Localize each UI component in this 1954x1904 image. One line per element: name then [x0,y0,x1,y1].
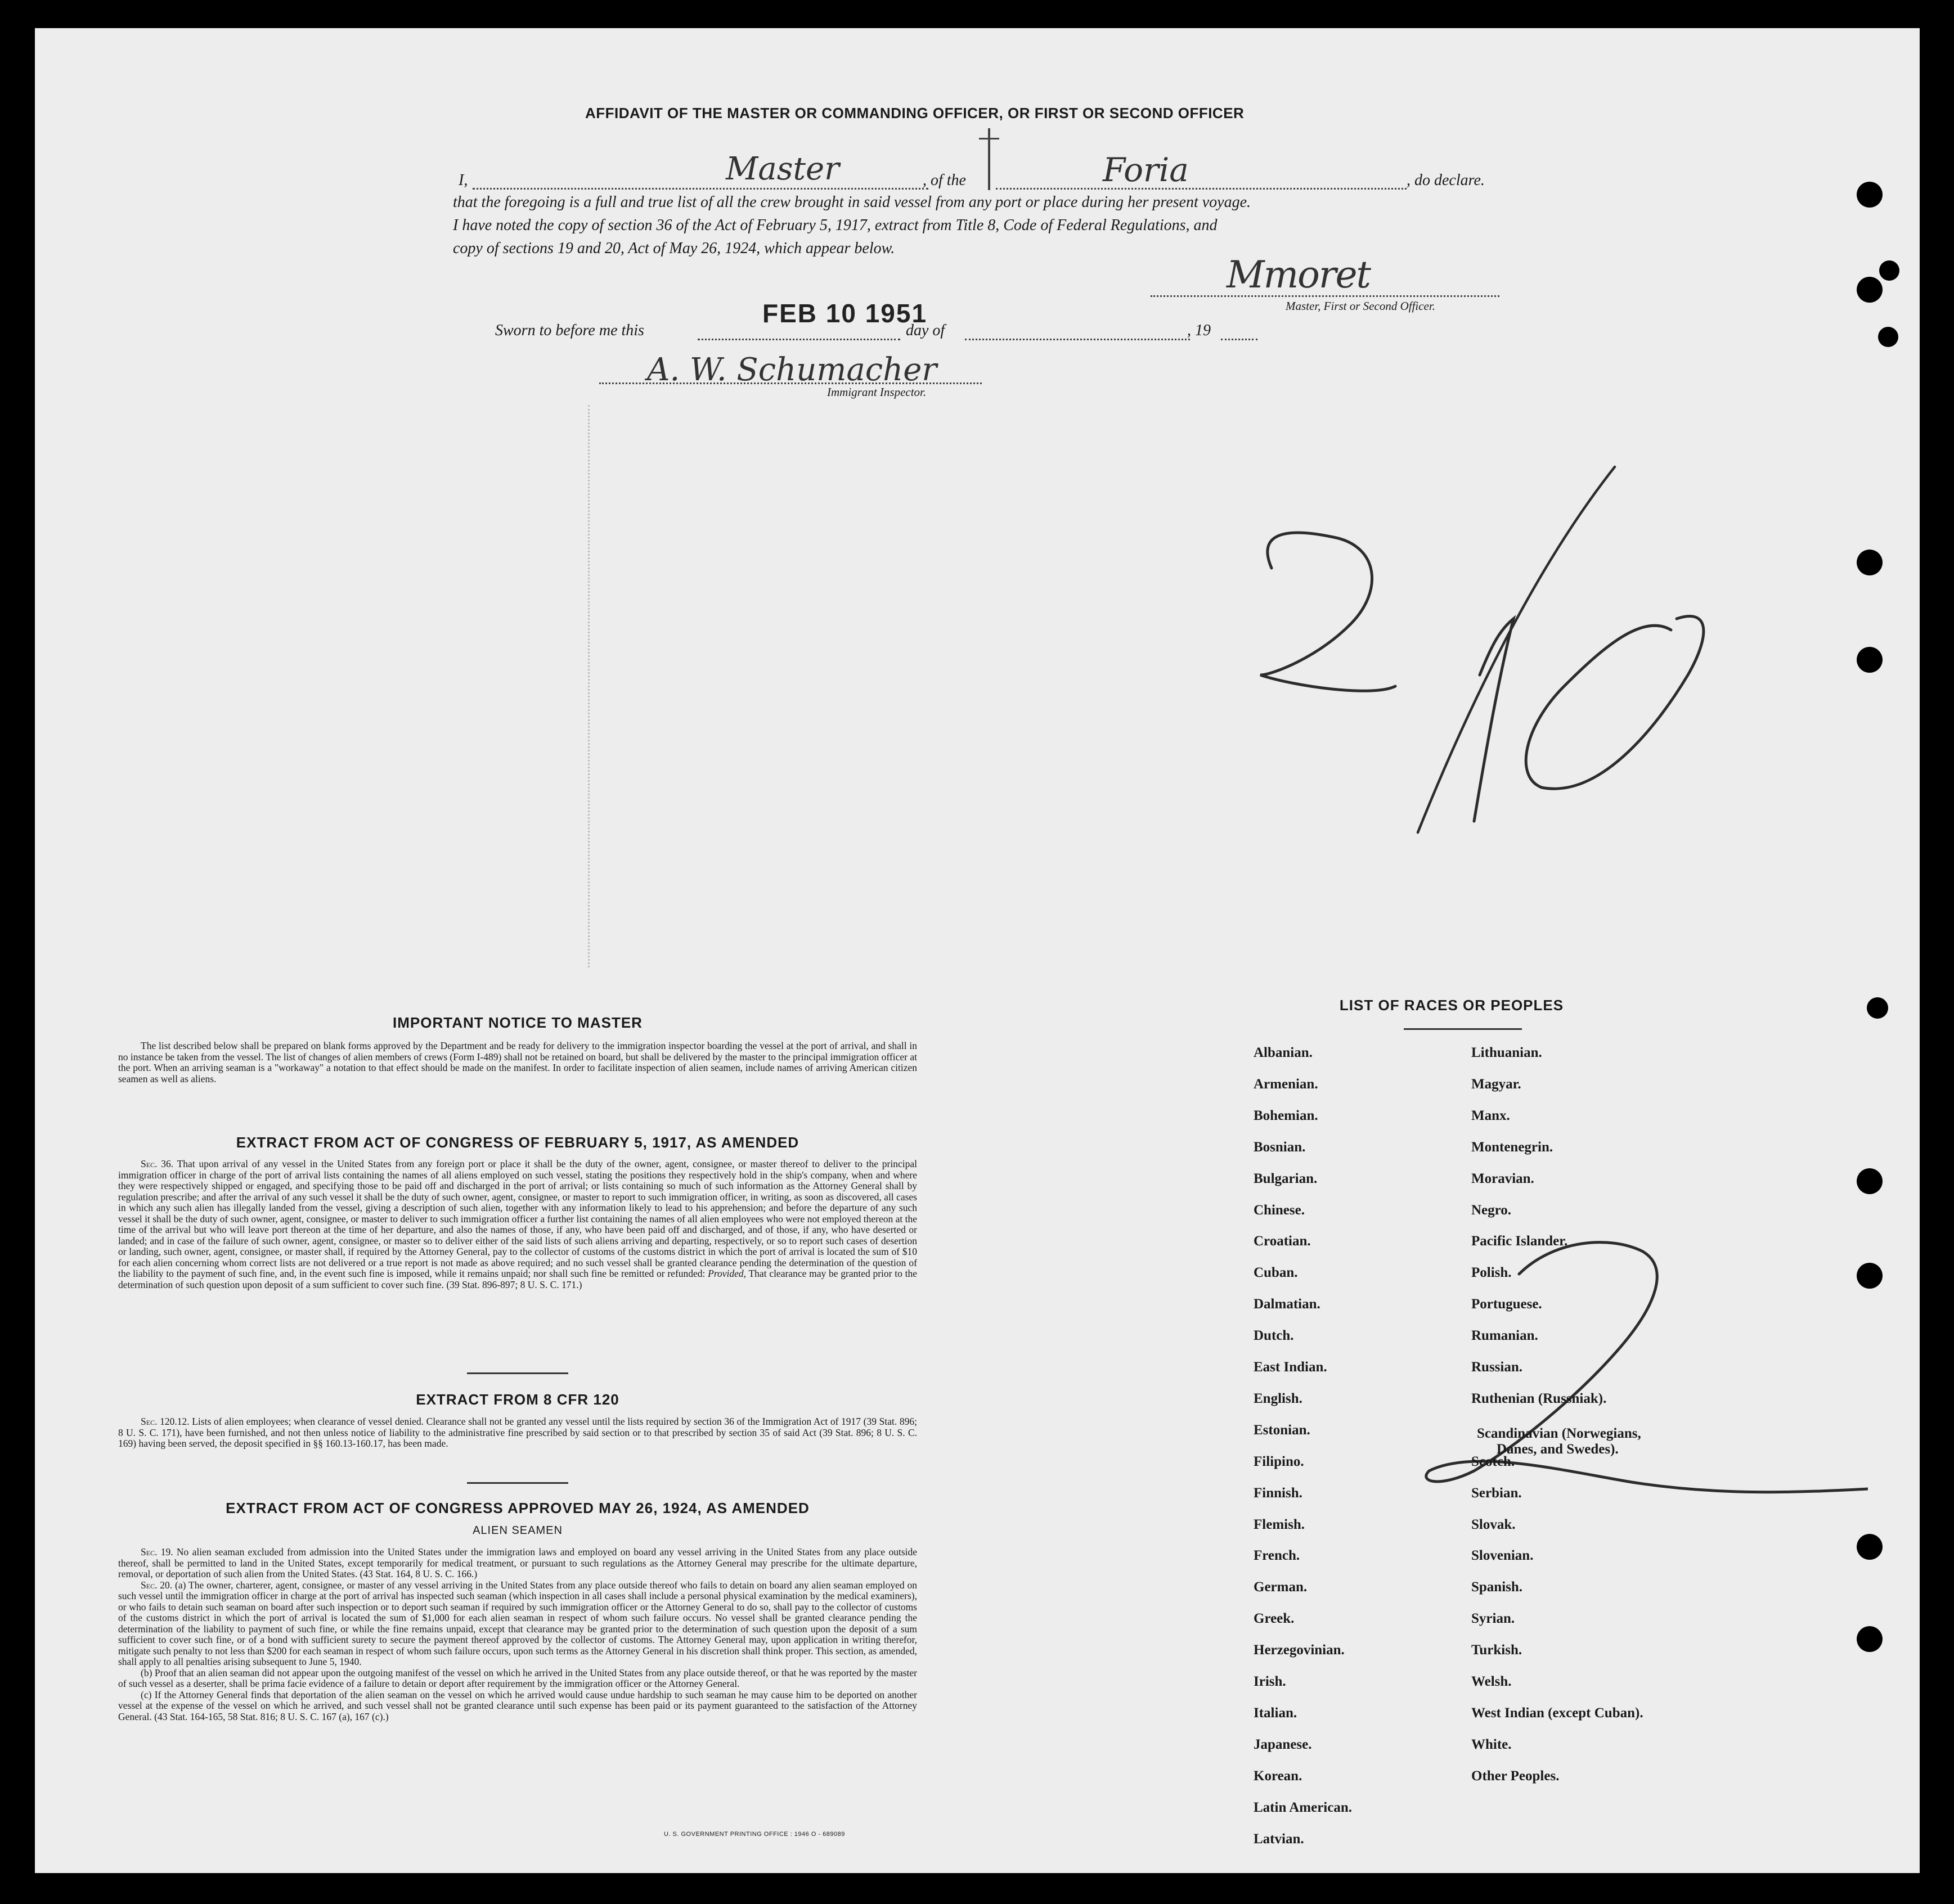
race-item: Cuban. [1254,1265,1298,1280]
race-item: Slovenian. [1471,1548,1534,1563]
race-item: Latin American. [1254,1800,1352,1815]
race-item: Moravian. [1471,1171,1534,1186]
master-signature: Mmoret [1227,253,1371,296]
sworn-month-line [965,339,1190,340]
notice-title: IMPORTANT NOTICE TO MASTER [393,1014,643,1031]
extract-1917-block [118,1159,917,1290]
master-name-handwriting: Master [726,151,839,187]
race-item: Russian. [1471,1360,1523,1375]
extract-1917-proviso-label: Provided, [708,1268,747,1279]
race-item: Rumanian. [1471,1328,1538,1343]
extract-1924-block [118,1547,917,1722]
race-item: Other Peoples. [1471,1768,1560,1784]
sworn-day-of: day of [906,322,945,339]
race-item: Armenian. [1254,1077,1318,1092]
race-item: Bosnian. [1254,1140,1306,1155]
race-item: Herzegovinian. [1254,1642,1345,1658]
date-stamp: FEB 10 1951 [762,299,928,328]
race-item: Turkish. [1471,1642,1522,1658]
affidavit-line1-suffix: , do declare. [1407,172,1485,189]
race-item: Japanese. [1254,1737,1312,1752]
punch-hole [1857,1534,1883,1560]
race-item: Scandinavian (Norwegians, [1477,1426,1641,1441]
race-item: Serbian. [1471,1486,1522,1501]
extract-8cfr-sec-label: Sec. 120.12. [141,1416,190,1427]
divider-rule [1404,1028,1522,1030]
affidavit-line3: I have noted the copy of section 36 of the Act of February 5, 1917, extract from Title 8, Code of Federal Regulations, and [453,217,1218,234]
extract-1924-subtitle: ALIEN SEAMEN [473,1524,563,1537]
race-item: Syrian. [1471,1611,1515,1626]
race-item: Dalmatian. [1254,1297,1320,1312]
punch-hole [1857,277,1883,303]
cross-mark-bar [979,138,999,139]
handwritten-annotation-large [1249,461,1784,900]
affidavit-title: AFFIDAVIT OF THE MASTER OR COMMANDING OFFICER, OR FIRST OR SECOND OFFICER [585,105,1245,121]
extract-8cfr-title: EXTRACT FROM 8 CFR 120 [416,1391,619,1408]
race-item: Magyar. [1471,1077,1521,1092]
sec19-body: No alien seaman excluded from admission into the United States under the immigration laws and employed on board any vessel arriving in the United States from any place outside thereof, shall be permitted to land in the United States, except temporarily for medical treatment, or pursuant to such regulations as the Attorney General may prescribe for the ultimate departure, removal, or deportation of such alien from the United States. (43 Stat. 164, 8 U. S. C. 166.) [118,1546,918,1579]
sec19-label: Sec. 19. [141,1546,173,1558]
race-item: Chinese. [1254,1203,1305,1218]
race-item: Albanian. [1254,1045,1313,1060]
master-signature-caption: Master, First or Second Officer. [1286,299,1435,313]
sworn-date-line [698,339,900,340]
race-item: Korean. [1254,1768,1302,1784]
affidavit-line1-prefix: I, [459,172,468,189]
race-item: West Indian (except Cuban). [1471,1705,1643,1721]
race-item: Pacific Islander. [1471,1234,1568,1249]
race-item: German. [1254,1579,1308,1595]
races-title: LIST OF RACES OR PEOPLES [1339,997,1564,1014]
sec20-label: Sec. 20. [141,1579,173,1591]
race-item: Lithuanian. [1471,1045,1542,1060]
race-item: Bohemian. [1254,1108,1318,1123]
notice-body-block [118,1041,917,1084]
race-item: French. [1254,1548,1300,1563]
extract-1917-title: EXTRACT FROM ACT OF CONGRESS OF FEBRUARY 5, 1917, AS AMENDED [236,1134,799,1151]
punch-hole [1857,1168,1883,1194]
affidavit-line4: copy of sections 19 and 20, Act of May 26, 1924, which appear below. [453,240,895,257]
sec20c-body: (c) If the Attorney General finds that deportation of the alien seaman on the vessel on which he arrived would cause undue hardship to such seaman he may cause him to be deported on another vessel at the expense of the vessel on which he arrived, and such vessel shall not be granted clearance until such expense has been paid or its payment guaranteed to the satisfaction of the Attorney General. (43 Stat. 164-165, 58 Stat. 816; 8 U. S. C. 167 (a), 167 (c).) [118,1689,917,1722]
race-item: Ruthenian (Russniak). [1471,1391,1607,1406]
race-item: Flemish. [1254,1517,1305,1532]
punch-hole [1879,260,1899,281]
affidavit-line1-of: , of the [923,172,966,189]
race-item: Negro. [1471,1203,1512,1218]
race-item: Spanish. [1471,1579,1523,1595]
printer-imprint: U. S. GOVERNMENT PRINTING OFFICE : 1946 O - 689089 [664,1831,845,1838]
divider-rule [467,1482,568,1484]
race-item: Montenegrin. [1471,1140,1553,1155]
race-item: Manx. [1471,1108,1510,1123]
race-item: White. [1471,1737,1512,1752]
inspector-caption: Immigrant Inspector. [827,385,927,399]
extract-1917-sec-label: Sec. 36. [141,1158,174,1169]
race-item: Scotch. [1471,1454,1515,1469]
faint-column-guide [588,405,590,967]
affidavit-line2: that the foregoing is a full and true list of all the crew brought in said vessel from any port or place during her present voyage. [453,193,1251,211]
race-item: Greek. [1254,1611,1295,1626]
race-item: Irish. [1254,1674,1286,1689]
inspector-signature: A. W. Schumacher [647,352,937,388]
race-item: Bulgarian. [1254,1171,1318,1186]
punch-hole [1857,550,1883,575]
race-item: Portuguese. [1471,1297,1542,1312]
race-item: Estonian. [1254,1423,1310,1438]
race-item: Croatian. [1254,1234,1311,1249]
punch-hole [1857,647,1883,673]
notice-body: The list described below shall be prepared on blank forms approved by the Department and be ready for delivery to the immigration inspector boarding the vessel at the port of arrival, and shall in no instance be taken from the vessel. The list of changes of alien members of crews (Form I-489) shall not be retained on board, but shall be delivered by the master to the principal immigration officer at the port. When an arriving seaman is a "workaway" a notation to that effect should be made on the manifest. In order to facilitate inspection of alien seamen, include names of arriving American citizen seamen as well as aliens. [118,1040,917,1084]
sec20b-body: (b) Proof that an alien seaman did not appear upon the outgoing manifest of the vessel on which he arrived in the United States from any place outside thereof, or that he was reported by the master of such vessel as a deserter, shall be prima facie evidence of a failure to detain or deport after requirement by the immigration officer or the Attorney General. [118,1667,917,1689]
sworn-text: Sworn to before me this [495,322,644,339]
punch-hole [1878,327,1898,347]
extract-8cfr-block [118,1416,917,1450]
extract-8cfr-body: Lists of alien employees; when clearance of vessel denied. Clearance shall not be granted any vessel until the lists required by section 36 of the Immigration Act of 1917 (39 Stat. 896; 8 U. S. C. 171), have been furnished, and not then unless notice of liability to the administrative fine prescribed by said section or to that prescribed by section 35 of said Act (39 Stat. 896; 8 U. S. C. 169) having been served, the deposit specified in §§ 160.13-160.17, has been made. [118,1416,917,1449]
race-item: Polish. [1471,1265,1512,1280]
divider-rule [467,1372,568,1374]
race-item: Welsh. [1471,1674,1512,1689]
punch-hole [1857,182,1883,208]
punch-hole [1857,1626,1883,1652]
race-item: Italian. [1254,1705,1297,1721]
extract-1917-body: That upon arrival of any vessel in the United States from any foreign port or place it shall be the duty of the owner, agent, consignee, or master thereof to deliver to the principal immigration officer in charge of the port of arrival lists containing the names of all aliens employed on such vessel, stating the positions they respectively hold in the ship's company, when and where they were respectively shipped or engaged, and specifying those to be paid off and discharged in the port of arrival; or lists containing so much of such information as the Attorney General shall by regulation prescribe; and after the arrival of any such vessel it shall be the duty of such owner, agent, consignee, or master to report to such immigration officer, in writing, as soon as discovered, all cases in which any such alien has illegally landed from the vessel, giving a description of such alien, together with any information likely to lead to his apprehension; and before the departure of any such vessel it shall be the duty of such owner, agent, consignee, or master to deliver to such immigration officer a further list containing the names of all alien employees who were not employed thereon at the time of the arrival but who will leave port thereon at the time of her departure, and also the names of those, if any, who have been paid off and discharged, and of those, if any, who have deserted or landed; and in case of the failure of such owner, agent, consignee, or master so to deliver either of the said lists of such aliens arriving and departing, respectively, or so to report such cases of desertion or landing, such owner, agent, consignee, or master shall, if required by the Attorney General, pay to the collector of customs of the customs district in which the port of arrival is located the sum of $10 for each alien concerning whom correct lists are not delivered or a true report is not made as above required; and no such vessel shall be granted clearance pending the determination of the question of the liability to the payment of such fine, and, in the event such fine is imposed, while it remains unpaid; nor shall such fine be remitted or refunded: [118,1158,917,1279]
race-item: East Indian. [1254,1360,1327,1375]
race-item: Danes, and Swedes). [1497,1442,1619,1457]
race-item: Dutch. [1254,1328,1294,1343]
extract-1924-title: EXTRACT FROM ACT OF CONGRESS APPROVED MAY 26, 1924, AS AMENDED [226,1500,810,1516]
race-item: English. [1254,1391,1302,1406]
master-name-line [473,188,928,190]
extract-1917-proviso: That clearance may be granted prior to the determination of such question upon deposit of a sum sufficient to cover such fine. (39 Stat. 896-897; 8 U. S. C. 171.) [118,1268,917,1290]
race-item: Finnish. [1254,1486,1302,1501]
race-item: Slovak. [1471,1517,1516,1532]
race-item: Latvian. [1254,1831,1304,1847]
vessel-name-handwriting: Foria [1103,151,1189,189]
vessel-name-line [996,188,1407,190]
handwritten-annotation-small-text [1519,1350,1520,1351]
sworn-year: , 19 [1187,322,1211,339]
race-item: Filipino. [1254,1454,1304,1469]
sec20a-body: (a) The owner, charterer, agent, consignee, or master of any vessel arriving in the United States from any place outside thereof who fails to detain on board any alien seaman employed on such vessel until the immigration officer in charge at the port of arrival has inspected such seaman (which inspection in all cases shall include a personal physical examination by the medical examiners), or who fails to detain such seaman on board after such inspection or to deport such seaman if required by such immigration officer or the Attorney General to do so, shall pay to the collector of customs of the customs district in which the port of arrival is located the sum of $1,000 for each alien seaman in respect of whom such failure occurs. No vessel shall be granted clearance pending the determination of the liability to payment of such fine, or while the fine remains unpaid, except that clearance may be granted prior to the determination of such question upon the deposit of a sum sufficient to cover such fine, or of a bond with sufficient surety to secure the payment thereof approved by the collector of customs. The Attorney General may, upon application in writing therefor, mitigate such penalty to not less than $200 for each seaman in respect of whom such failure occurs, upon such terms as the Attorney General in his discretion shall think proper. This section, as amended, shall apply to all penalties arising subsequent to June 5, 1940. [118,1579,917,1667]
sworn-year-line [1221,339,1257,340]
punch-hole [1867,997,1888,1019]
